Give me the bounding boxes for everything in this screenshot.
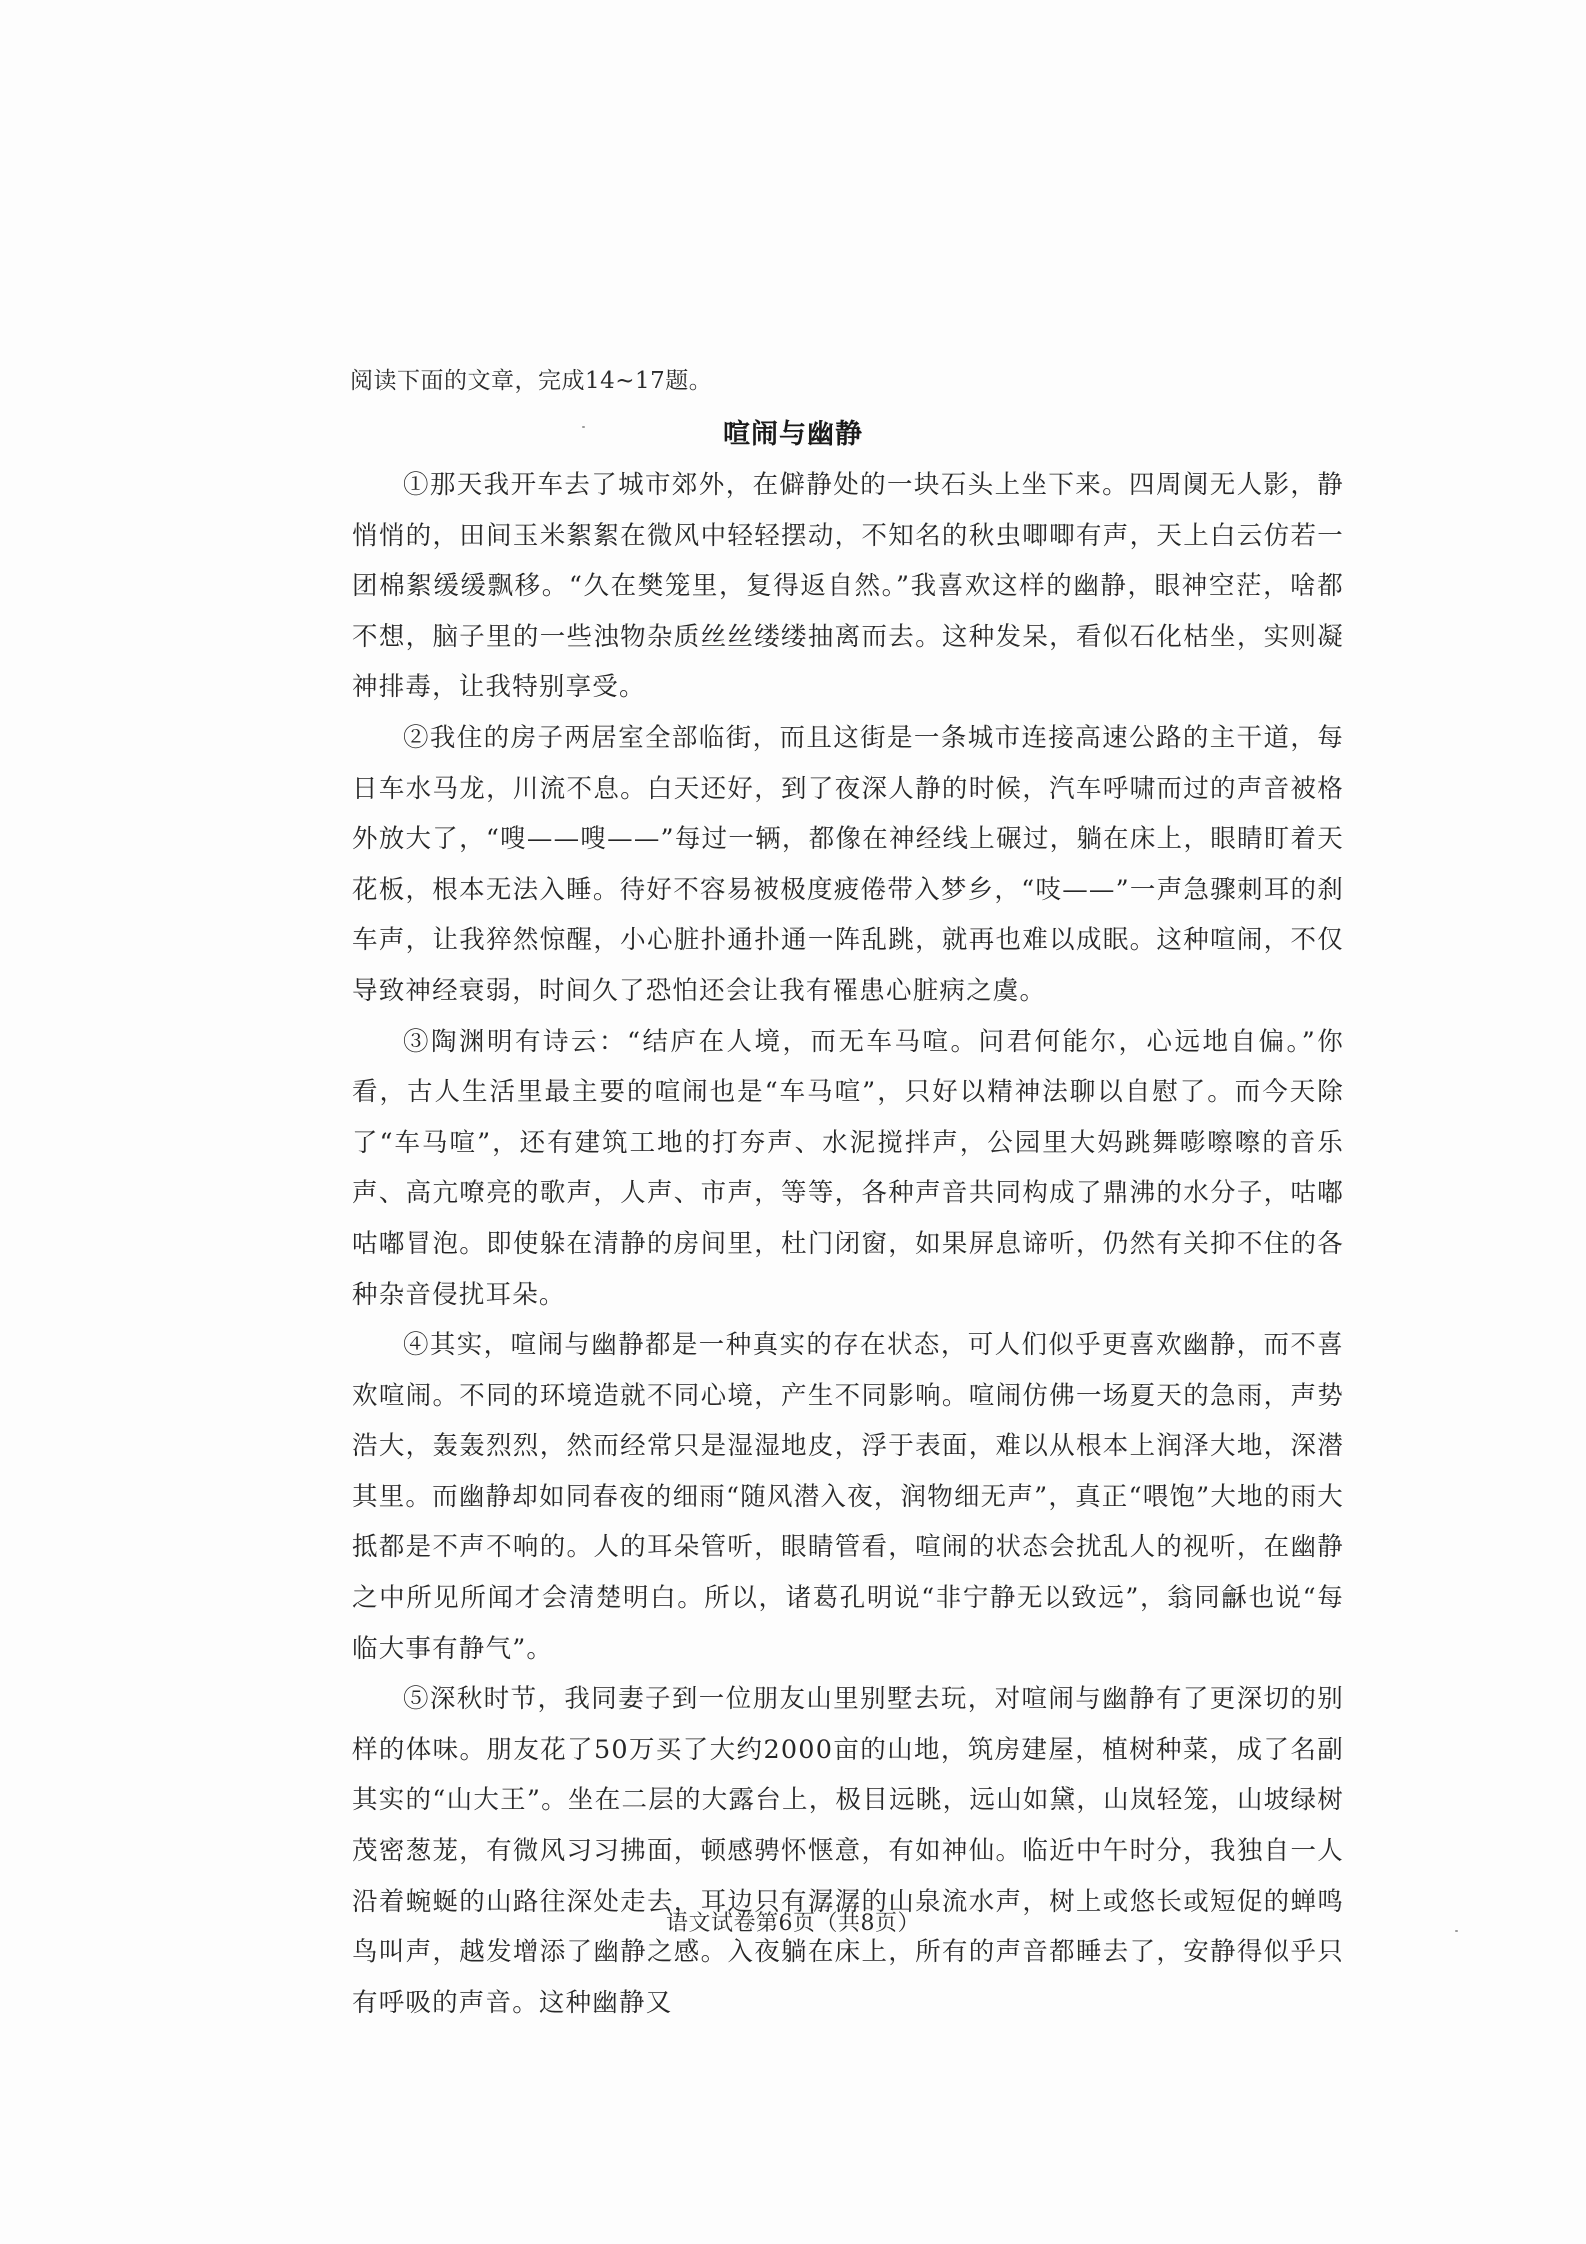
article-body: [352, 460, 1344, 2028]
paragraph-3: ③陶渊明有诗云：“结庐在人境，而无车马喧。问君何能尔，心远地自偏。”你看，古人生活里最主要的喧闹也是“车马喧”，只好以精神法聊以自慰了。而今天除了“车马喧”，还有建筑工地的打夯声、水泥搅拌声，公园里大妈跳舞嘭嚓嚓的音乐声、高亢嘹亮的歌声，人声、市声，等等，各种声音共同构成了鼎沸的水分子，咕嘟咕嘟冒泡。即使躲在清静的房间里，杜门闭窗，如果屏息谛听，仍然有关抑不住的各种杂音侵扰耳朵。: [352, 1026, 1344, 1310]
paragraph-1: ①那天我开车去了城市郊外，在僻静处的一块石头上坐下来。四周阒无人影，静悄悄的，田间玉米絮絮在微风中轻轻摆动，不知名的秋虫唧唧有声，天上白云仿若一团棉絮缓缓飘移。“久在樊笼里，复得返自然。”我喜欢这样的幽静，眼神空茫，啥都不想，脑子里的一些浊物杂质丝丝缕缕抽离而去。这种发呆，看似石化枯坐，实则凝神排毒，让我特别享受。: [352, 470, 1344, 703]
reading-instruction: 阅读下面的文章，完成14~17题。: [350, 368, 713, 394]
paragraph-2: ②我住的房子两居室全部临街，而且这街是一条城市连接高速公路的主干道，每日车水马龙，川流不息。白天还好，到了夜深人静的时候，汽车呼啸而过的声音被格外放大了，“嗖——嗖——”每过一辆，都像在神经线上碾过，躺在床上，眼睛盯着天花板，根本无法入睡。待好不容易被极度疲倦带入梦乡，“吱——”一声急骤刺耳的刹车声，让我猝然惊醒，小心脏扑通扑通一阵乱跳，就再也难以成眠。这种喧闹，不仅导致神经衰弱，时间久了恐怕还会让我有罹患心脏病之虞。: [352, 722, 1344, 1006]
page-footer: 语文试卷第6页（共8页）: [666, 1911, 920, 1936]
paragraph-4: ④其实，喧闹与幽静都是一种真实的存在状态，可人们似乎更喜欢幽静，而不喜欢喧闹。不同的环境造就不同心境，产生不同影响。喧闹仿佛一场夏天的急雨，声势浩大，轰轰烈烈，然而经常只是湿湿地皮，浮于表面，难以从根本上润泽大地，深潜其里。而幽静却如同春夜的细雨“随风潜入夜，润物细无声”，真正“喂饱”大地的雨大抵都是不声不响的。人的耳朵管听，眼睛管看，喧闹的状态会扰乱人的视听，在幽静之中所见所闻才会清楚明白。所以，诸葛孔明说“非宁静无以致远”，翁同龢也说“每临大事有静气”。: [352, 1330, 1344, 1664]
article-title: 喧闹与幽静: [723, 419, 863, 450]
scan-speck: [1455, 1930, 1458, 1932]
paragraph-5: ⑤深秋时节，我同妻子到一位朋友山里别墅去玩，对喧闹与幽静有了更深切的别样的体味。朋友花了50万买了大约2000亩的山地，筑房建屋，植树种菜，成了名副其实的“山大王”。坐在二层的大露台上，极目远眺，远山如黛，山岚轻笼，山坡绿树茂密葱茏，有微风习习拂面，顿感骋怀惬意，有如神仙。临近中午时分，我独自一人沿着蜿蜒的山路往深处走去，耳边只有潺潺的山泉流水声，树上或悠长或短促的蝉鸣鸟叫声，越发增添了幽静之感。入夜躺在床上，所有的声音都睡去了，安静得似乎只有呼吸的声音。这种幽静又: [352, 1684, 1344, 2018]
scan-speck: [582, 426, 585, 428]
